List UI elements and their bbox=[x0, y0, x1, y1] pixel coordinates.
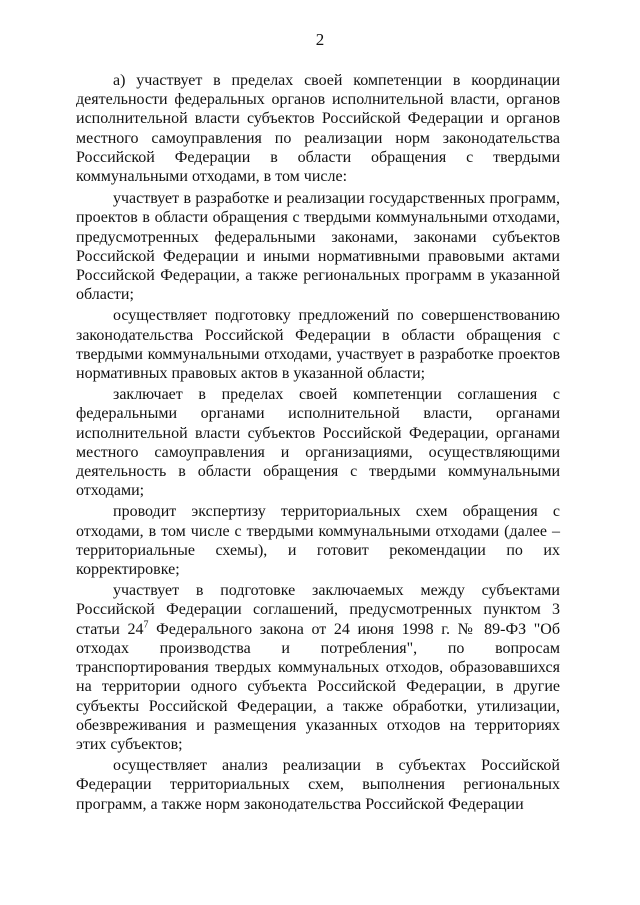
paragraph-expertise: проводит экспертизу территориальных схем обращения с отходами, в том числе с твердыми коммунальными отходами (далее – территориальные схемы), и готовит рекомендации по их корректировке; bbox=[76, 503, 560, 579]
paragraph-interregional-agreements bbox=[76, 581, 560, 754]
paragraph-interregional-agreements-start: участвует в подготовке заключаемых между субъектами Российской Федерации соглашений, предусмотренных пунктом 3 статьи 24 bbox=[76, 582, 560, 638]
paragraph-legislation-proposals: осуществляет подготовку предложений по совершенствованию законодательства Российской Федерации в области обращения с твердыми коммунальными отходами, участвует в разработке проектов нормативных правовых актов в указанной области; bbox=[76, 307, 560, 383]
article-superscript: 7 bbox=[143, 619, 149, 631]
paragraph-a: а) участвует в пределах своей компетенции в координации деятельности федеральных органов исполнительной власти, органов исполнительной власти субъектов Российской Федерации и органов местного самоуправления по реализации норм законодательства Российской Федерации в области обращения с твердыми коммунальными отходами, в том числе: bbox=[76, 72, 560, 186]
paragraph-interregional-agreements-end: Федерального закона от 24 июня 1998 г. № 89-ФЗ "Об отходах производства и потребления", по вопросам транспортирования твердых коммунальных отходов, образовавшихся на территории одного субъекта Российской Федерации, в другие субъекты Российской Федерации, а также обработки, утилизации, обезвреживания и размещения указанных отходов на территориях этих субъектов; bbox=[76, 620, 560, 753]
document-body bbox=[76, 71, 560, 816]
paragraph-agreements: заключает в пределах своей компетенции соглашения с федеральными органами исполнительной власти, органами исполнительной власти субъектов Российской Федерации, органами местного самоуправления и организациями, осуществляющими деятельность в области обращения с твердыми коммунальными отходами; bbox=[76, 386, 560, 500]
page-number: 2 bbox=[315, 30, 325, 49]
paragraph-analysis: осуществляет анализ реализации в субъектах Российской Федерации территориальных схем, выполнения региональных программ, а также норм законодательства Российской Федерации bbox=[76, 757, 560, 813]
paragraph-state-programs: участвует в разработке и реализации государственных программ, проектов в области обращения с твердыми коммунальными отходами, предусмотренных федеральными законами, законами субъектов Российской Федерации и иными нормативными правовыми актами Российской Федерации, а также региональных программ в указанной области; bbox=[76, 190, 560, 304]
